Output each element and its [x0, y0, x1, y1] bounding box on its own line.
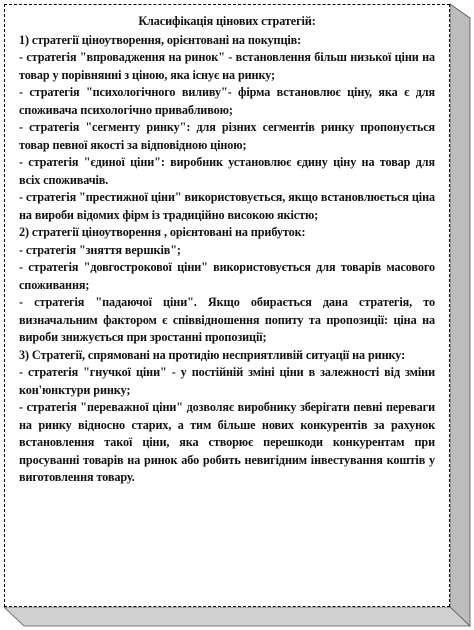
- document-title: Класифікація цінових стратегій:: [138, 14, 316, 28]
- list-item: - стратегія "зняття вершків";: [19, 242, 181, 257]
- section-1-heading: 1) стратегії ціноутворення, орієнтовані на покупців:: [19, 32, 302, 47]
- list-item: - стратегія "єдиної ціни": виробник установлює єдину ціну на товар для всіх споживачів.: [19, 155, 435, 187]
- list-item: - стратегія "гнучкої ціни" - у постійній зміні ціни в залежності від зміни кон'юнктури ринку;: [19, 365, 435, 397]
- document-body: [19, 13, 435, 487]
- list-item: - стратегія "психологічного виливу"- фірма встановлює ціну, яка є для споживача психологічно привабливою;: [19, 85, 435, 117]
- list-item: - стратегія "сегменту ринку": для різних сегментів ринку пропонується товар певної якості за відповідною ціною;: [19, 120, 435, 152]
- section-2-heading: 2) стратегії ціноутворення , орієнтовані на прибуток:: [19, 225, 306, 239]
- section-3-heading: 3) Стратегії, спрямовані на протидію несприятливій ситуації на ринку:: [19, 347, 406, 362]
- list-item: - стратегія "довгострокової ціни" використовується для товарів масового споживання;: [19, 260, 435, 292]
- list-item: - стратегія "падаючої ціни". Якщо обирається дана стратегія, то визначальним фактором є співвідношення попиту та пропозиції: ціна на вироби знижується при зростанні пропозиції;: [19, 295, 435, 344]
- list-item: - стратегія "переважної ціни" дозволяє виробнику зберігати певні переваги на ринку відносно старих, а тим більше нових конкурентів за рахунок встановлення такої ціни, яка створює перешкоди конкурентам при просуванні товарів на ринок або робить невигідним інвестування коштів у виготовлення товару.: [19, 400, 435, 484]
- classification-text-box: [4, 4, 450, 607]
- list-item: - стратегія "престижної ціни" використовується, якщо встановлюється ціна на вироби відомих фірм із традиційно високою якістю;: [19, 190, 435, 222]
- list-item: - стратегія "впровадження на ринок" - встановлення більш низької ціни на товар у порівнянні з ціною, яка існує на ринку;: [19, 50, 435, 82]
